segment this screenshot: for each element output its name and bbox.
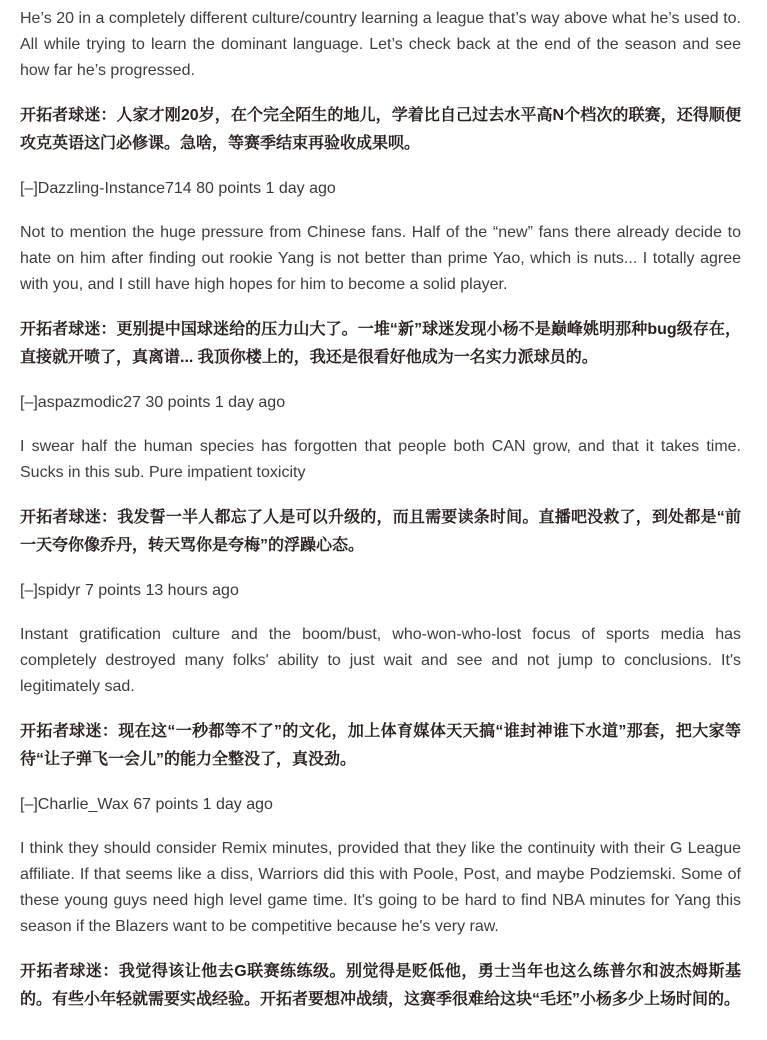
comment-score: 67 points bbox=[133, 796, 199, 813]
comment-english-text: Not to mention the huge pressure from Chinese fans. Half of the “new” fans there already decide to hate on him after finding out rookie Yang is not better than prime Yao, which is nuts... I totally agree with you, and I still have high hopes for him to become a solid player. bbox=[20, 224, 741, 293]
comment-meta-line bbox=[20, 792, 741, 818]
comment-chinese-translation: 开拓者球迷：现在这“一秒都等不了”的文化，加上体育媒体天天搞“谁封神谁下水道”那套，把大家等待“让子弹飞一会儿”的能力全整没了，真没劲。 bbox=[20, 723, 741, 768]
comment-chinese-translation: 开拓者球迷：人家才刚20岁，在个完全陌生的地儿，学着比自己过去水平高N个档次的联赛，还得顺便攻克英语这门必修课。急啥，等赛季结束再验收成果呗。 bbox=[20, 107, 741, 152]
comment-username[interactable]: Charlie_Wax bbox=[37, 796, 129, 813]
comment-meta-line bbox=[20, 578, 741, 604]
comment-meta-line bbox=[20, 390, 741, 416]
comment-meta-line bbox=[20, 176, 741, 202]
comment-timestamp: 1 day ago bbox=[214, 394, 286, 411]
comment-timestamp: 1 day ago bbox=[202, 796, 273, 813]
comment-block bbox=[20, 176, 741, 372]
collapse-control[interactable]: [–] bbox=[20, 796, 38, 813]
collapse-control[interactable]: [–] bbox=[20, 180, 38, 197]
comment-block bbox=[20, 578, 741, 774]
comment-chinese-translation: 开拓者球迷：我发誓一半人都忘了人是可以升级的，而且需要读条时间。直播吧没救了，到处都是“前一天夸你像乔丹，转天骂你是夸梅”的浮躁心态。 bbox=[20, 509, 741, 554]
comment-username[interactable]: aspazmodic27 bbox=[37, 394, 141, 411]
comment-english-text: He’s 20 in a completely different culture/country learning a league that’s way above what he’s used to. All while trying to learn the dominant language. Let’s check back at the end of the season and see how far he’s progressed. bbox=[20, 10, 741, 79]
comment-english-text: Instant gratification culture and the boom/bust, who-won-who-lost focus of sports media has completely destroyed many folks' ability to just wait and see and not jump to conclusions. It's legitimately sad. bbox=[20, 626, 741, 695]
comment-chinese-translation: 开拓者球迷：更别提中国球迷给的压力山大了。一堆“新”球迷发现小杨不是巅峰姚明那种bug级存在，直接就开喷了，真离谱... 我顶你楼上的，我还是很看好他成为一名实力派球员的。 bbox=[20, 321, 741, 366]
collapse-control[interactable]: [–] bbox=[20, 582, 38, 599]
comment-timestamp: 13 hours ago bbox=[145, 582, 239, 599]
comment-username[interactable]: spidyr bbox=[37, 582, 81, 599]
comment-english-text: I think they should consider Remix minutes, provided that they like the continuity with their G League affiliate. If that seems like a diss, Warriors did this with Poole, Post, and maybe Podziemski. Some of these young guys need high level game time. It's going to be hard to find NBA minutes for Yang this season if the Blazers want to be competitive because he's very raw. bbox=[20, 840, 741, 935]
comment-score: 80 points bbox=[196, 180, 262, 197]
collapse-control[interactable]: [–] bbox=[20, 394, 38, 411]
comment-chinese-translation: 开拓者球迷：我觉得该让他去G联赛练练级。别觉得是贬低他，勇士当年也这么练普尔和波杰姆斯基的。有些小年轻就需要实战经验。开拓者要想冲战绩，这赛季很难给这块“毛坯”小杨多少上场时间的。 bbox=[20, 963, 741, 1008]
comment-timestamp: 1 day ago bbox=[265, 180, 336, 197]
comment-block bbox=[20, 6, 741, 158]
comment-score: 30 points bbox=[145, 394, 211, 411]
comment-block bbox=[20, 792, 741, 1014]
comment-block bbox=[20, 390, 741, 560]
comment-english-text: I swear half the human species has forgotten that people both CAN grow, and that it takes time. Sucks in this sub. Pure impatient toxicity bbox=[20, 438, 741, 481]
comment-score: 7 points bbox=[84, 582, 141, 599]
comment-username[interactable]: Dazzling-Instance714 bbox=[37, 180, 192, 197]
